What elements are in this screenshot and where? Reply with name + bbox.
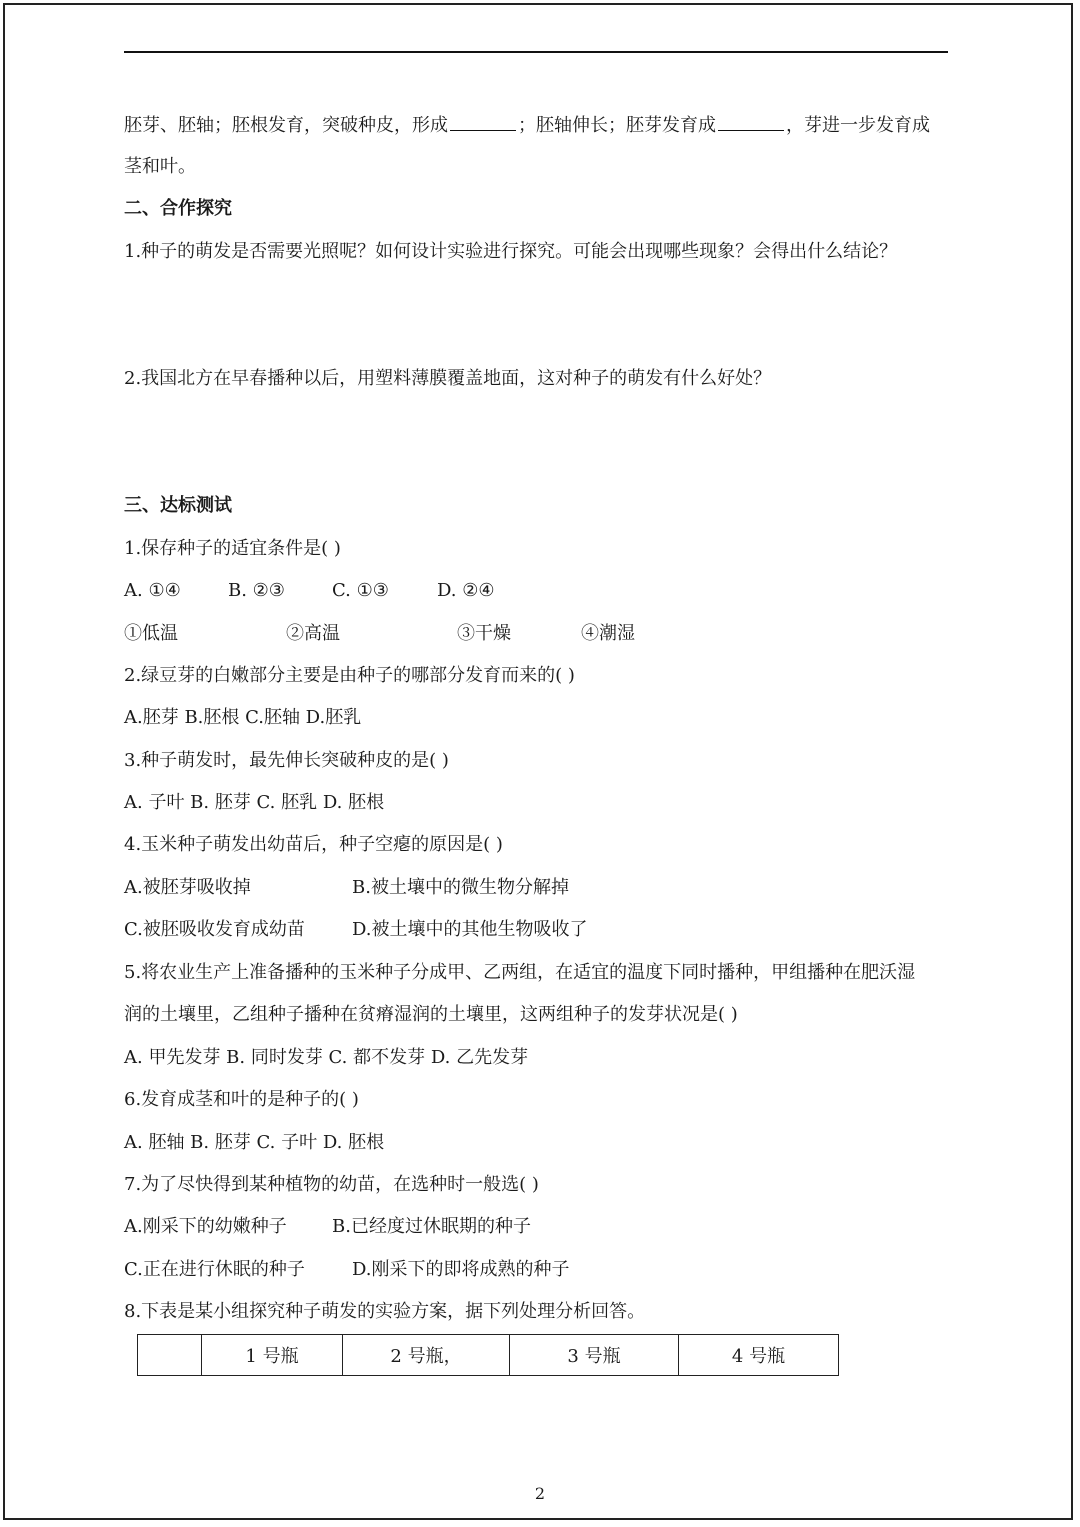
- condition-1: ①低温: [124, 623, 178, 644]
- option-c[interactable]: C.正在进行休眠的种子: [124, 1259, 305, 1280]
- table-header-cell: 3 号瓶: [510, 1335, 679, 1376]
- table-header-cell: 1 号瓶: [202, 1335, 343, 1376]
- question-8-stem: 8.下表是某小组探究种子萌发的实验方案，据下列处理分析回答。: [124, 1301, 646, 1322]
- section-2-title: 二、合作探究: [124, 198, 232, 219]
- option-c[interactable]: C. ①③: [332, 580, 389, 601]
- fill-in-line-2: 茎和叶。: [124, 156, 196, 177]
- header-rule: [124, 51, 948, 53]
- option-d[interactable]: D.被土壤中的其他生物吸收了: [352, 919, 588, 940]
- question-3-stem: 3.种子萌发时，最先伸长突破种皮的是( ): [124, 750, 449, 771]
- question-7-stem: 7.为了尽快得到某种植物的幼苗，在选种时一般选( ): [124, 1174, 539, 1195]
- inquiry-question-2: 2.我国北方在早春播种以后，用塑料薄膜覆盖地面，这对种子的萌发有什么好处？: [124, 368, 772, 389]
- fill-in-line-1: [124, 112, 930, 138]
- option-b[interactable]: B. ②③: [228, 580, 285, 601]
- question-3-options: A. 子叶 B. 胚芽 C. 胚乳 D. 胚根: [124, 792, 385, 813]
- option-a[interactable]: A. ①④: [124, 580, 181, 601]
- answer-blank-2[interactable]: [718, 112, 784, 131]
- section-3-title: 三、达标测试: [124, 495, 232, 516]
- option-a[interactable]: A.被胚芽吸收掉: [124, 877, 251, 898]
- table-header-cell: 4 号瓶: [679, 1335, 839, 1376]
- question-5-options: A. 甲先发芽 B. 同时发芽 C. 都不发芽 D. 乙先发芽: [124, 1047, 529, 1068]
- option-a[interactable]: A.刚采下的幼嫩种子: [124, 1216, 287, 1237]
- option-d[interactable]: D.刚采下的即将成熟的种子: [352, 1259, 570, 1280]
- option-d[interactable]: D. ②④: [437, 580, 495, 601]
- table-header-cell: 2 号瓶，: [343, 1335, 510, 1376]
- question-4-stem: 4.玉米种子萌发出幼苗后，种子空瘪的原因是( ): [124, 834, 503, 855]
- fill-in-text-3: ，芽进一步发育成: [786, 115, 930, 136]
- question-5-stem-line-1: 5.将农业生产上准备播种的玉米种子分成甲、乙两组，在适宜的温度下同时播种，甲组播种在肥沃湿: [124, 962, 916, 983]
- question-5-stem-line-2: 润的土壤里，乙组种子播种在贫瘠湿润的土壤里，这两组种子的发芽状况是( ): [124, 1004, 738, 1025]
- condition-3: ③干燥: [457, 623, 511, 644]
- experiment-table: [137, 1334, 839, 1376]
- condition-2: ②高温: [286, 623, 340, 644]
- question-1-stem: 1.保存种子的适宜条件是( ): [124, 538, 341, 559]
- condition-4: ④潮湿: [581, 623, 635, 644]
- question-6-options: A. 胚轴 B. 胚芽 C. 子叶 D. 胚根: [124, 1132, 385, 1153]
- inquiry-question-1: 1.种子的萌发是否需要光照呢？如何设计实验进行探究。可能会出现哪些现象？会得出什么结论？: [124, 241, 898, 262]
- question-2-stem: 2.绿豆芽的白嫩部分主要是由种子的哪部分发育而来的( ): [124, 665, 575, 686]
- fill-in-text-1: 胚芽、胚轴；胚根发育，突破种皮，形成: [124, 115, 448, 136]
- table-header-cell: [138, 1335, 202, 1376]
- page-number: 2: [534, 1484, 546, 1503]
- option-c[interactable]: C.被胚吸收发育成幼苗: [124, 919, 305, 940]
- option-b[interactable]: B.被土壤中的微生物分解掉: [352, 877, 569, 898]
- fill-in-text-2: ；胚轴伸长；胚芽发育成: [518, 115, 716, 136]
- option-b[interactable]: B.已经度过休眠期的种子: [332, 1216, 531, 1237]
- table-header-row: [138, 1335, 839, 1376]
- question-6-stem: 6.发育成茎和叶的是种子的( ): [124, 1089, 359, 1110]
- question-2-options: A.胚芽 B.胚根 C.胚轴 D.胚乳: [124, 707, 362, 728]
- answer-blank-1[interactable]: [450, 112, 516, 131]
